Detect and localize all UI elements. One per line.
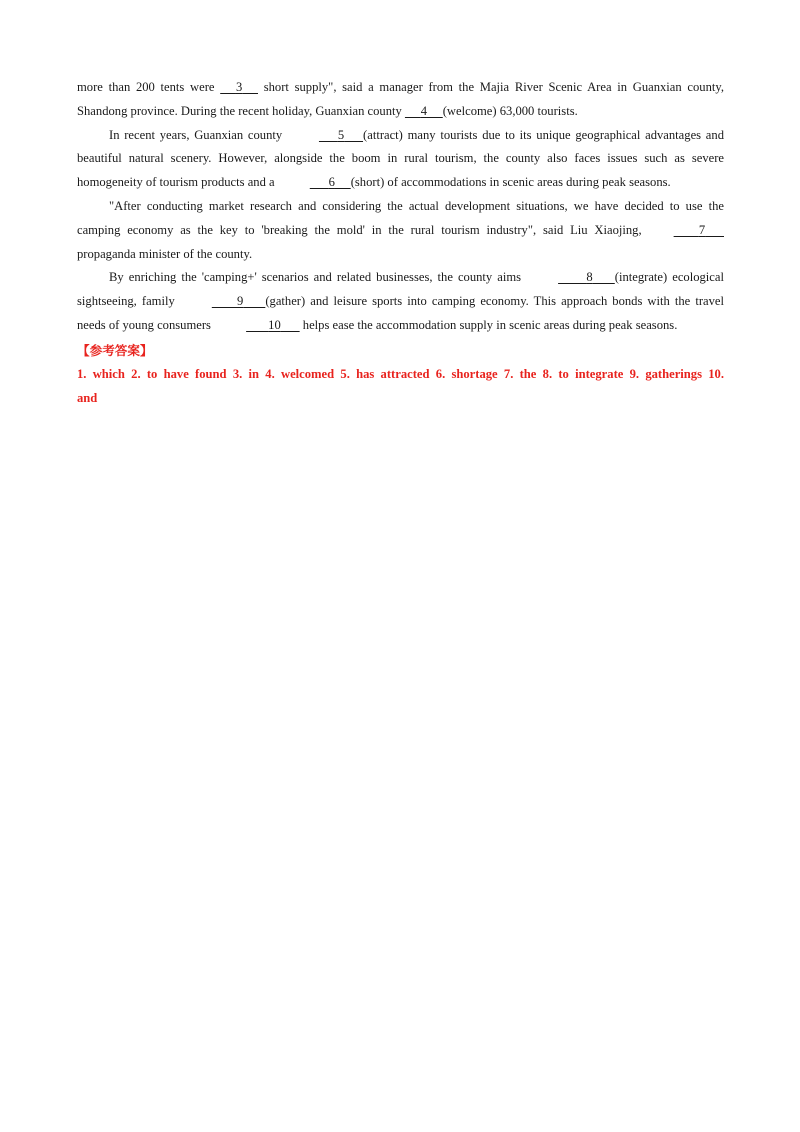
blank-5: [287, 124, 363, 148]
answer-key-text: 1. which 2. to have found 3. in 4. welcomed 5. has attracted 6. shortage 7. the 8. to integrate 9. gatherings 10. and: [77, 366, 724, 405]
blank-10: [214, 314, 300, 338]
paragraph-3-text-b: propaganda minister of the county.: [77, 246, 253, 261]
paragraph-2-text-a: In recent years, Guanxian county: [109, 127, 287, 142]
paragraph-4-text-a: By enriching the 'camping+' scenarios and related businesses, the county aims: [109, 270, 527, 285]
answer-key-heading: 【参考答案】: [77, 342, 153, 358]
paragraph-1-text-c: (welcome) 63,000 tourists.: [442, 103, 578, 118]
paragraph-4-text-d: helps ease the accommodation supply in scenic areas during peak seasons.: [299, 317, 678, 332]
paragraph-1-text-b: short supply", said a manager from the Majia River Scenic Area in Guanxian county, Shandong province. During the recent holiday, Guanxian county: [77, 80, 724, 118]
blank-3: [220, 76, 258, 100]
blank-6: [278, 171, 351, 195]
passage-paragraph-4: [77, 266, 724, 337]
blank-8-number: 8: [586, 270, 593, 285]
passage-paragraph-2: [77, 124, 724, 195]
document-page: [77, 76, 724, 410]
paragraph-3-text-a: "After conducting market research and considering the actual development situations, we have decided to use the camping economy as the key to 'breaking the mold' in the rural tourism industry", said Liu Xiaojing,: [77, 198, 724, 237]
paragraph-1-text-a: more than 200 tents were: [77, 80, 221, 94]
blank-10-number: 10: [268, 317, 281, 332]
blank-9: [180, 290, 266, 314]
paragraph-4-text-c: (gather) and leisure sports into camping economy. This approach bonds with the travel needs of young consumers: [77, 294, 724, 332]
blank-4: [405, 100, 443, 124]
blank-4-number: 4: [420, 103, 427, 118]
paragraph-2-text-c: (short) of accommodations in scenic areas during peak seasons.: [350, 175, 671, 190]
paragraph-2-text-b: (attract) many tourists due to its unique geographical advantages and beautiful natural scenery. However, alongside the boom in rural tourism, the county also faces issues such as severe homogeneity of tourism products and a: [77, 127, 724, 190]
passage-paragraph-3: [77, 195, 724, 266]
blank-5-number: 5: [337, 127, 345, 142]
blank-6-number: 6: [328, 175, 335, 190]
blank-7-number: 7: [698, 222, 706, 237]
blank-7: [642, 219, 724, 243]
passage-paragraph-1: [77, 76, 724, 124]
blank-3-number: 3: [235, 80, 243, 94]
blank-8: [526, 266, 615, 290]
blank-9-number: 9: [237, 294, 244, 309]
paragraph-4-text-b: (integrate) ecological sightseeing, family: [77, 270, 724, 309]
